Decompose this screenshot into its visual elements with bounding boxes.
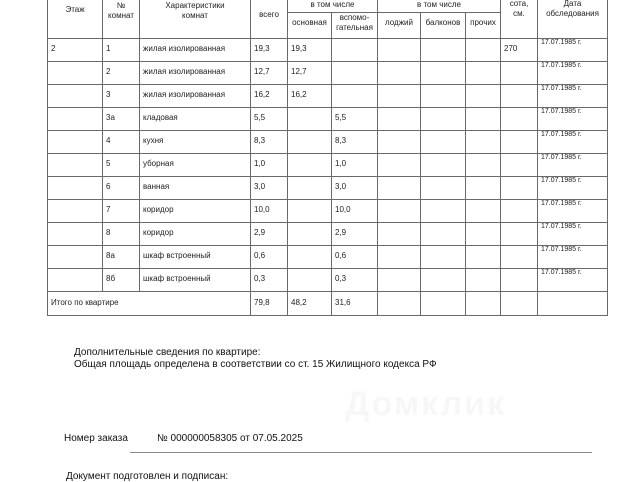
table-row xyxy=(48,223,608,246)
cell-total: 0,6 xyxy=(251,246,288,269)
cell-height xyxy=(501,223,538,246)
cell-aux: 1,0 xyxy=(332,154,378,177)
rooms-table xyxy=(47,0,608,316)
cell-no: 4 xyxy=(103,131,140,154)
header-height: сота, см. xyxy=(501,0,538,39)
cell-floor xyxy=(48,131,103,154)
table-row xyxy=(48,131,608,154)
table-row xyxy=(48,177,608,200)
cell-total: 12,7 xyxy=(251,62,288,85)
cell-loggia xyxy=(378,177,421,200)
cell-floor xyxy=(48,154,103,177)
cell-loggia xyxy=(378,131,421,154)
cell-aux: 0,6 xyxy=(332,246,378,269)
cell-height xyxy=(501,108,538,131)
cell-main xyxy=(288,108,332,131)
cell-main xyxy=(288,200,332,223)
cell-type: уборная xyxy=(140,154,251,177)
cell-loggia xyxy=(378,39,421,62)
cell-floor xyxy=(48,62,103,85)
table-row xyxy=(48,269,608,292)
cell-type: шкаф встроенный xyxy=(140,246,251,269)
header-loggia: лоджий xyxy=(378,13,421,39)
cell-no: 2 xyxy=(103,62,140,85)
cell-balcony xyxy=(421,85,466,108)
cell-aux: 3,0 xyxy=(332,177,378,200)
cell-height xyxy=(501,246,538,269)
cell-height xyxy=(501,62,538,85)
cell-date: 17.07.1985 г. xyxy=(538,269,608,292)
cell-other xyxy=(466,200,501,223)
cell-no: 8 xyxy=(103,223,140,246)
cell-total: 10,0 xyxy=(251,200,288,223)
cell-total: 3,0 xyxy=(251,177,288,200)
header-balcony: балконов xyxy=(421,13,466,39)
table-row xyxy=(48,62,608,85)
cell-date: 17.07.1985 г. xyxy=(538,131,608,154)
cell-height xyxy=(501,269,538,292)
header-room-no: № комнат xyxy=(103,0,140,39)
cell-other xyxy=(466,269,501,292)
cell-aux: 8,3 xyxy=(332,131,378,154)
cell-total: 16,2 xyxy=(251,85,288,108)
header-total: всего xyxy=(251,0,288,39)
cell-type: кухня xyxy=(140,131,251,154)
cell-date: 17.07.1985 г. xyxy=(538,108,608,131)
total-row xyxy=(48,292,608,316)
total-empty-cell xyxy=(378,292,421,316)
cell-type: жилая изолированная xyxy=(140,39,251,62)
cell-no: 3 xyxy=(103,85,140,108)
cell-balcony xyxy=(421,246,466,269)
total-empty-cell xyxy=(421,292,466,316)
cell-floor xyxy=(48,177,103,200)
cell-balcony xyxy=(421,39,466,62)
cell-balcony xyxy=(421,62,466,85)
additional-notes xyxy=(74,347,437,371)
cell-other xyxy=(466,62,501,85)
notes-text: Общая площадь определена в соответствии со ст. 15 Жилищного кодекса РФ xyxy=(74,359,437,370)
cell-aux: 10,0 xyxy=(332,200,378,223)
cell-date: 17.07.1985 г. xyxy=(538,177,608,200)
cell-height xyxy=(501,85,538,108)
cell-aux xyxy=(332,62,378,85)
total-empty-cell xyxy=(466,292,501,316)
order-value: № 000000058305 от 07.05.2025 xyxy=(157,433,303,444)
cell-main xyxy=(288,154,332,177)
cell-total: 5,5 xyxy=(251,108,288,131)
cell-date: 17.07.1985 г. xyxy=(538,85,608,108)
cell-aux: 5,5 xyxy=(332,108,378,131)
cell-balcony xyxy=(421,177,466,200)
cell-date: 17.07.1985 г. xyxy=(538,62,608,85)
cell-aux xyxy=(332,85,378,108)
cell-loggia xyxy=(378,200,421,223)
cell-other xyxy=(466,39,501,62)
cell-total: 2,9 xyxy=(251,223,288,246)
cell-other xyxy=(466,246,501,269)
cell-main: 12,7 xyxy=(288,62,332,85)
cell-main: 16,2 xyxy=(288,85,332,108)
cell-no: 8б xyxy=(103,269,140,292)
cell-no: 5 xyxy=(103,154,140,177)
total-label: Итого по квартире xyxy=(48,292,251,316)
header-incl-1: в том числе xyxy=(288,0,378,13)
cell-height xyxy=(501,177,538,200)
header-main: основная xyxy=(288,13,332,39)
notes-title: Дополнительные сведения по квартире: xyxy=(74,347,261,358)
cell-balcony xyxy=(421,269,466,292)
cell-no: 7 xyxy=(103,200,140,223)
cell-other xyxy=(466,177,501,200)
cell-loggia xyxy=(378,269,421,292)
cell-date: 17.07.1985 г. xyxy=(538,154,608,177)
table-row xyxy=(48,154,608,177)
cell-no: 1 xyxy=(103,39,140,62)
cell-other xyxy=(466,131,501,154)
cell-date: 17.07.1985 г. xyxy=(538,200,608,223)
cell-height xyxy=(501,131,538,154)
cell-balcony xyxy=(421,154,466,177)
cell-type: коридор xyxy=(140,223,251,246)
header-other: прочих xyxy=(466,13,501,39)
cell-height xyxy=(501,200,538,223)
cell-balcony xyxy=(421,131,466,154)
cell-type: шкаф встроенный xyxy=(140,269,251,292)
header-floor: Этаж xyxy=(48,0,103,39)
cell-balcony xyxy=(421,200,466,223)
header-incl-2: в том числе xyxy=(378,0,501,13)
cell-aux: 2,9 xyxy=(332,223,378,246)
cell-balcony xyxy=(421,108,466,131)
cell-no: 6 xyxy=(103,177,140,200)
cell-loggia xyxy=(378,62,421,85)
header-room-type: Характеристики комнат xyxy=(140,0,251,39)
cell-floor xyxy=(48,223,103,246)
cell-main xyxy=(288,131,332,154)
total-aux: 31,6 xyxy=(332,292,378,316)
cell-loggia xyxy=(378,223,421,246)
cell-no: 8а xyxy=(103,246,140,269)
cell-total: 0,3 xyxy=(251,269,288,292)
cell-date: 17.07.1985 г. xyxy=(538,246,608,269)
cell-height: 270 xyxy=(501,39,538,62)
cell-other xyxy=(466,85,501,108)
cell-loggia xyxy=(378,108,421,131)
cell-floor xyxy=(48,269,103,292)
cell-type: жилая изолированная xyxy=(140,62,251,85)
total-empty-cell xyxy=(501,292,538,316)
cell-total: 8,3 xyxy=(251,131,288,154)
cell-type: кладовая xyxy=(140,108,251,131)
total-total: 79,8 xyxy=(251,292,288,316)
cell-floor xyxy=(48,246,103,269)
cell-floor xyxy=(48,200,103,223)
cell-no: 3а xyxy=(103,108,140,131)
cell-main xyxy=(288,177,332,200)
order-underline xyxy=(130,452,592,453)
cell-total: 1,0 xyxy=(251,154,288,177)
cell-type: коридор xyxy=(140,200,251,223)
total-main: 48,2 xyxy=(288,292,332,316)
cell-other xyxy=(466,108,501,131)
cell-floor: 2 xyxy=(48,39,103,62)
table-row xyxy=(48,39,608,62)
cell-other xyxy=(466,223,501,246)
cell-aux: 0,3 xyxy=(332,269,378,292)
table-row xyxy=(48,200,608,223)
cell-date: 17.07.1985 г. xyxy=(538,223,608,246)
cell-main: 19,3 xyxy=(288,39,332,62)
cell-aux xyxy=(332,39,378,62)
table-row xyxy=(48,246,608,269)
cell-type: жилая изолированная xyxy=(140,85,251,108)
total-empty-cell xyxy=(538,292,608,316)
cell-other xyxy=(466,154,501,177)
cell-main xyxy=(288,223,332,246)
cell-floor xyxy=(48,108,103,131)
table-row xyxy=(48,108,608,131)
cell-main xyxy=(288,269,332,292)
table-row xyxy=(48,85,608,108)
order-label: Номер заказа xyxy=(64,433,128,444)
cell-loggia xyxy=(378,154,421,177)
cell-height xyxy=(501,154,538,177)
prepared-label: Документ подготовлен и подписан: xyxy=(66,471,229,482)
cell-main xyxy=(288,246,332,269)
watermark: Домклик xyxy=(345,385,507,423)
header-aux: вспомо-гательная xyxy=(332,13,378,39)
cell-floor xyxy=(48,85,103,108)
cell-type: ванная xyxy=(140,177,251,200)
cell-total: 19,3 xyxy=(251,39,288,62)
cell-loggia xyxy=(378,85,421,108)
cell-balcony xyxy=(421,223,466,246)
cell-loggia xyxy=(378,246,421,269)
cell-date: 17.07.1985 г. xyxy=(538,39,608,62)
header-survey-date: Дата обследования xyxy=(538,0,608,39)
